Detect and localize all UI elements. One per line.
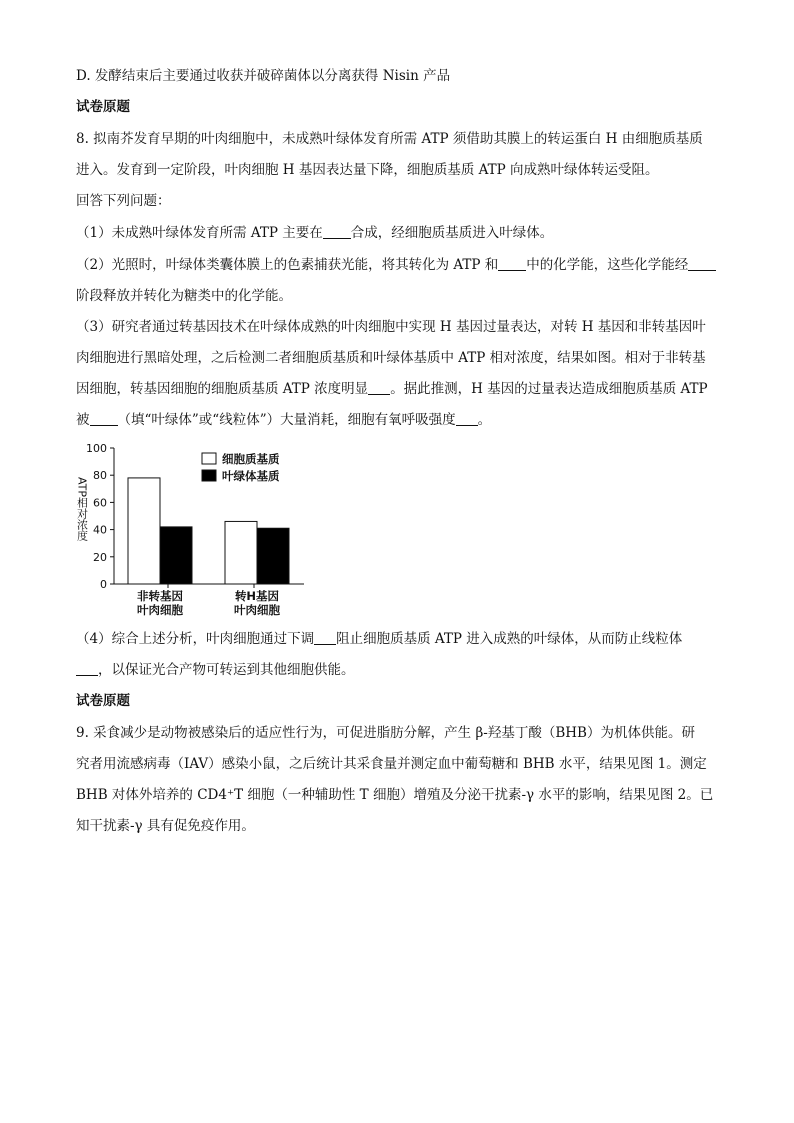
q8-part-3-text-c1: 因细胞，转基因细胞的细胞质基质 ATP 浓度明显 bbox=[76, 381, 369, 397]
legend-swatch bbox=[202, 470, 216, 481]
q9-stem-line-2: 究者用流感病毒（IAV）感染小鼠，之后统计其采食量并测定血中葡萄糖和 BHB 水平，结果见图 1。测定 bbox=[76, 756, 707, 772]
answer-blank[interactable] bbox=[76, 662, 98, 676]
y-tick-label: 20 bbox=[93, 550, 107, 564]
answer-blank[interactable] bbox=[90, 412, 118, 426]
q8-part-3-text-d1: 被 bbox=[76, 412, 90, 428]
q9-stem-line-3: BHB 对体外培养的 CD4⁺T 细胞（一种辅助性 T 细胞）增殖及分泌干扰素-γ 水平的影响，结果见图 2。已 bbox=[76, 787, 714, 803]
q8-part-3-line-4 bbox=[76, 411, 491, 429]
answer-blank[interactable] bbox=[368, 381, 390, 395]
section-heading: 试卷原题 bbox=[76, 693, 130, 709]
legend-label: 叶绿体基质 bbox=[222, 469, 280, 483]
q8-stem-line-1: 8. 拟南芥发育早期的叶肉细胞中，未成熟叶绿体发育所需 ATP 须借助其膜上的转运蛋白 H 由细胞质基质 bbox=[76, 131, 703, 147]
q8-part-2-text-b: 中的化学能，这些化学能经 bbox=[526, 257, 689, 273]
q8-part-1-text-b: 合成，经细胞质基质进入叶绿体。 bbox=[350, 225, 554, 241]
q8-part-3-line-2: 肉细胞进行黑暗处理，之后检测二者细胞质基质和叶绿体基质中 ATP 相对浓度，结果如图。相对于非转基 bbox=[76, 350, 706, 366]
bar-stroma bbox=[257, 528, 289, 584]
q8-part-2 bbox=[76, 256, 716, 274]
bar-stroma bbox=[160, 527, 192, 584]
answer-blank[interactable] bbox=[498, 257, 526, 271]
q8-part-3-text-c2: 。据此推测，H 基因的过量表达造成细胞质基质 ATP bbox=[390, 381, 708, 397]
q8-part-3-line-3 bbox=[76, 380, 708, 398]
q8-part-4-text-a2: 阻止细胞质基质 ATP 进入成熟的叶绿体，从而防止线粒体 bbox=[336, 631, 683, 647]
q8-part-2-text-a: （2）光照时，叶绿体类囊体膜上的色素捕获光能，将其转化为 ATP 和 bbox=[76, 257, 499, 273]
q8-part-4-line-2 bbox=[76, 661, 355, 679]
q9-stem-line-1: 9. 采食减少是动物被感染后的适应性行为，可促进脂肪分解，产生 β-羟基丁酸（BHB）为机体供能。研 bbox=[76, 725, 695, 741]
y-tick-label: 80 bbox=[93, 469, 107, 483]
legend-swatch bbox=[202, 453, 216, 464]
q8-part-3-text-d3: 。 bbox=[477, 412, 492, 428]
q8-part-1 bbox=[76, 224, 553, 242]
bar-cytosol bbox=[128, 478, 160, 584]
q8-part-4-text-a1: （4）综合上述分析，叶肉细胞通过下调 bbox=[76, 631, 315, 647]
y-tick-label: 60 bbox=[93, 496, 107, 510]
answer-blank[interactable] bbox=[323, 225, 351, 239]
q8-part-4-text-b: ，以保证光合产物可转运到其他细胞供能。 bbox=[98, 662, 355, 678]
y-tick-label: 0 bbox=[100, 578, 107, 591]
q8-stem-line-2: 进入。发育到一定阶段，叶肉细胞 H 基因表达量下降，细胞质基质 ATP 向成熟叶绿体转运受阻。 bbox=[76, 162, 659, 178]
bar-cytosol bbox=[225, 521, 257, 584]
section-heading: 试卷原题 bbox=[76, 99, 130, 115]
y-tick-label: 40 bbox=[93, 523, 107, 537]
answer-blank[interactable] bbox=[688, 257, 716, 271]
q8-part-3-line-1: （3）研究者通过转基因技术在叶绿体成熟的叶肉细胞中实现 H 基因过量表达，对转 H 基因和非转基因叶 bbox=[76, 319, 706, 335]
q7-option-d: D. 发酵结束后主要通过收获并破碎菌体以分离获得 Nisin 产品 bbox=[76, 68, 451, 84]
q9-stem-line-4: 知干扰素-γ 具有促免疫作用。 bbox=[76, 818, 255, 834]
answer-blank[interactable] bbox=[314, 631, 336, 645]
x-category-label: 叶肉细胞 bbox=[137, 603, 183, 617]
x-category-label: 叶肉细胞 bbox=[234, 603, 280, 617]
x-category-label: 非转基因 bbox=[137, 589, 183, 603]
q8-stem-line-3: 回答下列问题： bbox=[76, 193, 171, 209]
answer-blank[interactable] bbox=[456, 412, 478, 426]
y-tick-label: 100 bbox=[86, 442, 107, 455]
atp-bar-chart bbox=[72, 437, 322, 623]
q8-part-1-text-a: （1）未成熟叶绿体发育所需 ATP 主要在 bbox=[76, 225, 323, 241]
y-axis-label: ATP相对浓度 bbox=[75, 477, 89, 542]
q8-part-3-text-d2: （填“叶绿体”或“线粒体”）大量消耗，细胞有氧呼吸强度 bbox=[117, 412, 456, 428]
q8-part-2-line-2: 阶段释放并转化为糖类中的化学能。 bbox=[76, 288, 292, 304]
q8-part-4-line-1 bbox=[76, 630, 682, 648]
legend-label: 细胞质基质 bbox=[222, 452, 280, 466]
x-category-label: 转H基因 bbox=[234, 589, 280, 603]
